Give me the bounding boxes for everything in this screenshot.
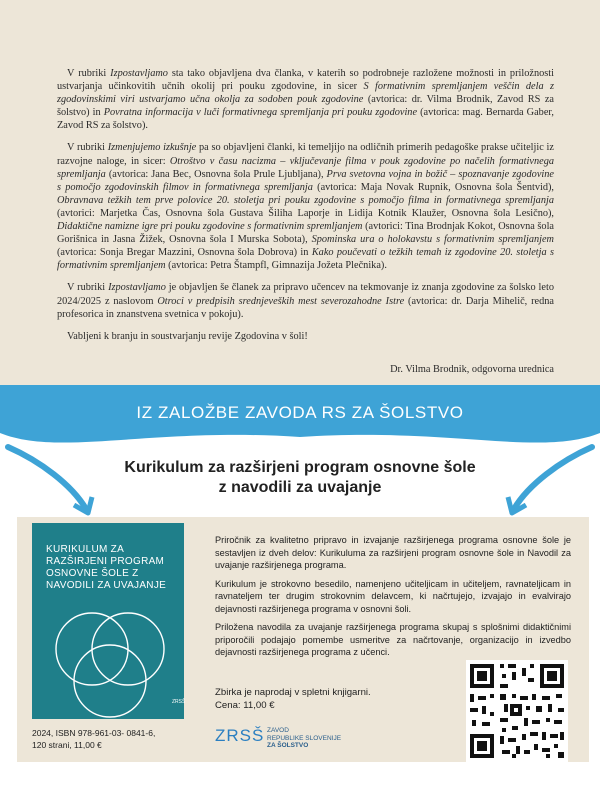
book-description <box>215 534 571 665</box>
paragraph-invitation: Vabljeni k branju in soustvarjanju revije Zgodovina v šoli! <box>67 330 308 342</box>
zrss-mark: ZRSŠ <box>215 726 265 745</box>
paragraph-izpostavljamo: V rubriki Izpostavljamo sta tako objavljena dva članka, v katerih so podrobneje razložene možnosti in priložnosti ustvarjanja učinkovitih učnih okolij pri pouku zgodovine, in sicer S formativnim spremljanjem veščin dela z zgodovinskimi viri ustvarjamo učna okolja za sodoben pouk zgodovine (avtorica: dr. Vilma Brodnik, Zavod RS za šolstvo) in Povratna informacija v luči formativnega spremljanja pri pouku zgodovine (avtorica: mag. Bernarda Gaber, Zavod RS za šolstvo). <box>57 68 554 132</box>
price-label: Cena: 11,00 € <box>215 700 275 711</box>
book-info <box>32 728 192 751</box>
purchase-note: Zbirka je naprodaj v spletni knjigarni. <box>215 687 371 698</box>
book-pages-price: 120 strani, 11,00 € <box>32 739 102 750</box>
publisher-logo <box>215 724 415 754</box>
paragraph-izmenjujemo: V rubriki Izmenjujemo izkušnje pa so objavljeni članki, ki temeljijo na odličnih primerih pedagoške prakse učiteljic iz razvojne naloge, in sicer: Otroštvo v času nacizma – vključevanje filma v pouk zgodovine po načelih formativnega spremljanja (avtorica: Jana Bec, Osnovna šola Prule Ljubljana), Prva svetovna vojna in božič – spoznavanje zgodovine s pomočjo zgodovinskih filmov in formativnega spremljanja (avtorica: Maja Novak Rupnik, Osnovna šola Šentvid), Obravnava težkih tem prve polovice 20. stoletja pri pouku zgodovine s pomočjo filma in formativnega spremljanja (avtorici: Marjetka Čas, Osnovna šola Gustava Šiliha Laporje in Lidija Kotnik Klaužer, Osnovna šola Lesično), Didaktične namizne igre pri pouku zgodovine s formativnim spremljanjem (avtorici: Tina Brodnjak Kokot, Osnovna šola Gorišnica in Jasna Žižek, Osnovna šola I Murska Sobota), Spominska ura o holokavstu s formativnim spremljanjem (avtorica: Sonja Bregar Mazzini, Osnovna šola Dobrova) in Kako poučevati o težkih temah iz zgodovine 20. stoletja s formativnim spremljanjem (avtorica: Petra Štampfl, Gimnazija Jožeta Plečnika). <box>57 142 555 272</box>
editorial-article <box>57 67 554 352</box>
book-cover <box>32 523 184 719</box>
cover-logo: ZRSŠ <box>172 699 186 705</box>
description-paragraph: Kurikulum je strokovno besedilo, namenjeno učiteljicam in učiteljem, ravnateljicam in ravnateljem ter drugim strokovnim delavcem, ki načrtujejo, izvajajo in evalvirajo dejavnosti razširjenega programa v osnovni šoli. <box>215 578 571 614</box>
book-isbn: 2024, ISBN 978-961-03- 0841-6, <box>32 728 156 738</box>
purchase-info <box>215 686 445 712</box>
cover-title: KURIKULUM ZA RAZŠIRJENI PROGRAM OSNOVNE ŠOLE Z NAVODILI ZA UVAJANJE <box>46 544 167 591</box>
paragraph-tekmovanje: V rubriki Izpostavljamo je objavljen še članek za pripravo učencev na tekmovanje iz znanja zgodovine za šolsko leto 2024/2025 z naslovom Otroci v predpisih srednjeveških mest severozahodne Istre (avtorica: dr. Darja Mihelič, redna profesorica in znanstvena svetnica v pokoju). <box>57 282 554 320</box>
banner-title: IZ ZALOŽBE ZAVODA RS ZA ŠOLSTVO <box>136 403 464 422</box>
publisher-name: ZAVOD REPUBLIKE SLOVENIJE ZA ŠOLSTVO <box>267 727 342 749</box>
description-paragraph: Priložena navodila za uvajanje razširjenega programa skupaj s splošnimi didaktičnimi priporočili podajajo pomembe usmeritve za načrtovanje, organizacijo in izvedbo dejavnosti razširjenega programa z učenci. <box>215 622 571 657</box>
description-paragraph: Priročnik za kvalitetno pripravo in izvajanje razširjenega programa osnovne šole je sestavljen iz dveh delov: Kurikuluma za razširjeni program osnovne šole in Navodil za uvajanje razširjenega programa. <box>215 535 571 570</box>
qr-code-icon[interactable] <box>466 660 568 762</box>
book-headline: Kurikulum za razširjeni program osnovne šole z navodili za uvajanje <box>124 459 476 496</box>
editor-signature: Dr. Vilma Brodnik, odgovorna urednica <box>390 364 554 375</box>
